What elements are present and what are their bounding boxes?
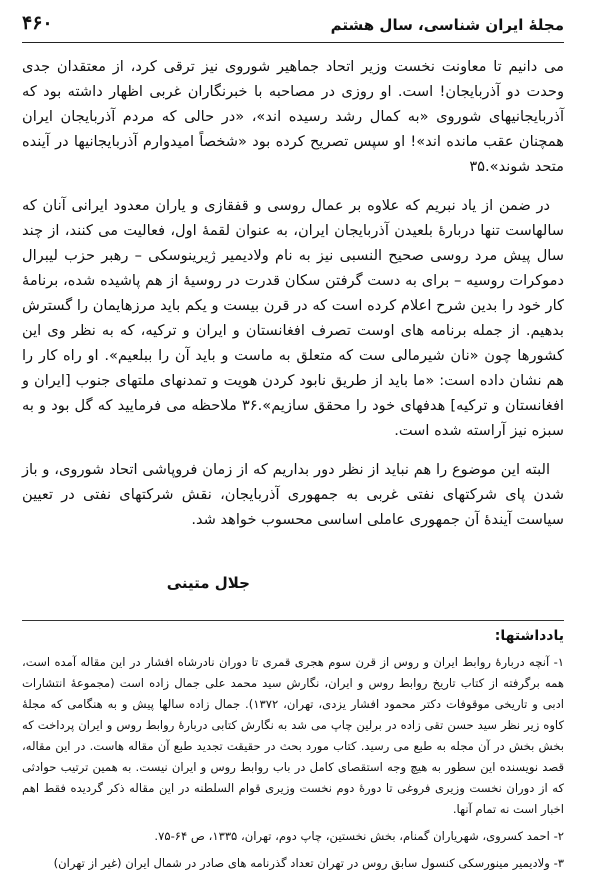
footnotes (22, 652, 564, 880)
header-divider (22, 42, 564, 43)
journal-title: مجلهٔ ایران شناسی، سال هشتم (330, 16, 564, 34)
article-body (22, 54, 564, 546)
author-signature: جلال متینی (166, 574, 250, 592)
footnote-divider (22, 620, 564, 621)
footnote-3: ۳- ولادیمیر مینورسکی کنسول سابق روس در تهران تعداد گذرنامه های صادر در شمال ایران (غیر از تهران) (53, 856, 564, 870)
footnote-1: ۱- آنچه دربارهٔ روابط ایران و روس از قرن سوم هجری قمری تا دوران نادرشاه افشار در این مقاله آمده است، همه برگرفته از کتاب تاریخ روابط روس و ایران، نگارش سید محمد علی جمال زاده است (مجموعهٔ انتشارات ادبی و تاریخی موقوفات دکتر محمود افشار یزدی، تهران، ۱۳۷۲). جمال زاده سالها پیش و به هنگامی که مجلهٔ کاوه زیر نظر سید حسن تقی زاده در برلین چاپ می شد به نگارش کتابی دربارهٔ روابط روس و ایران پرداخت که بخش بخش در آن مجله به طبع می رسید. کتاب مورد بحث در حقیقت تجدید طبع آن مقاله هاست. در این مقاله، قصد نویسنده این سطور به هیچ وجه استقصای کامل در باب روابط روس و ایران نیست. به همین ترتیب حوادثی که از دوران نخست وزیری فروغی تا دورهٔ دوم نخست وزیری قوام السلطنه در این مقاله ذکر گردیده فقط اهم اخبار است نه تمام آنها. (22, 655, 564, 816)
page-number: ۴۶۰ (22, 12, 53, 34)
paragraph-2: در ضمن از یاد نبریم که علاوه بر عمال روسی و قفقازی و یاران معدود ایرانی آنان که سالهاست تنها دربارهٔ بلعیدن آذربایجان ایران، به عنوان لقمهٔ اول، فعالیت می کنند، از چند سال پیش مرد روسی صحیح النسبی نیز به نام ولادیمیر ژیرینوسکی – رهبر حزب لیبرال دموکرات روسیه – برای به دست گرفتن سکان قدرت در روسیهٔ از هم پاشیده شده، برنامهٔ کار خود را بدین شرح اعلام کرده است که در قرن بیست و یکم باید مرزهایمان را گسترش بدهیم. از جمله برنامه های اوست تصرف افغانستان و ایران و ترکیه، که به نظر وی این کشورها چون «نان شیرمالی ست که متعلق به ماست و باید آن را ببلعیم». او راه کار را هم نشان داده است: «ما باید از طریق نابود کردن هویت و تمدنهای ملتهای جنوب [ایران و افغانستان و ترکیه] هدفهای خود را محقق سازیم».۳۶ ملاحظه می فرمایید که گل بود و به سبزه نیز آراسته شده است. (22, 197, 564, 439)
notes-heading: یادداشتها: (494, 628, 564, 644)
paragraph-3: البته این موضوع را هم نباید از نظر دور بداریم که از زمان فروپاشی اتحاد شوروی، و باز شدن پای شرکتهای نفتی غربی به جمهوری آذربایجان، نقش شرکتهای نفتی در تعیین سیاست آیندهٔ آن جمهوری عاملی اساسی محسوب خواهد شد. (22, 461, 564, 528)
footnote-2: ۲- احمد کسروی، شهریاران گمنام، بخش نخستین، چاپ دوم، تهران، ۱۳۳۵، ص ۶۴-۷۵. (154, 829, 564, 843)
paragraph-1: می دانیم تا معاونت نخست وزیر اتحاد جماهیر شوروی نیز ترقی کرد، از معتقدان جدی وحدت دو آذربایجان! است. او روزی در مصاحبه با خبرنگاران غربی اظهار داشته بود که آذربایجانیهای شوروی «به کمال رشد رسیده اند»، «در حالی که مردم آذربایجان ایران همچنان عقب مانده اند»! او سپس تصریح کرده بود «شخصاً امیدوارم آذربایجانیها در آینده متحد شوند».۳۵ (22, 58, 564, 175)
page-header (22, 12, 564, 42)
